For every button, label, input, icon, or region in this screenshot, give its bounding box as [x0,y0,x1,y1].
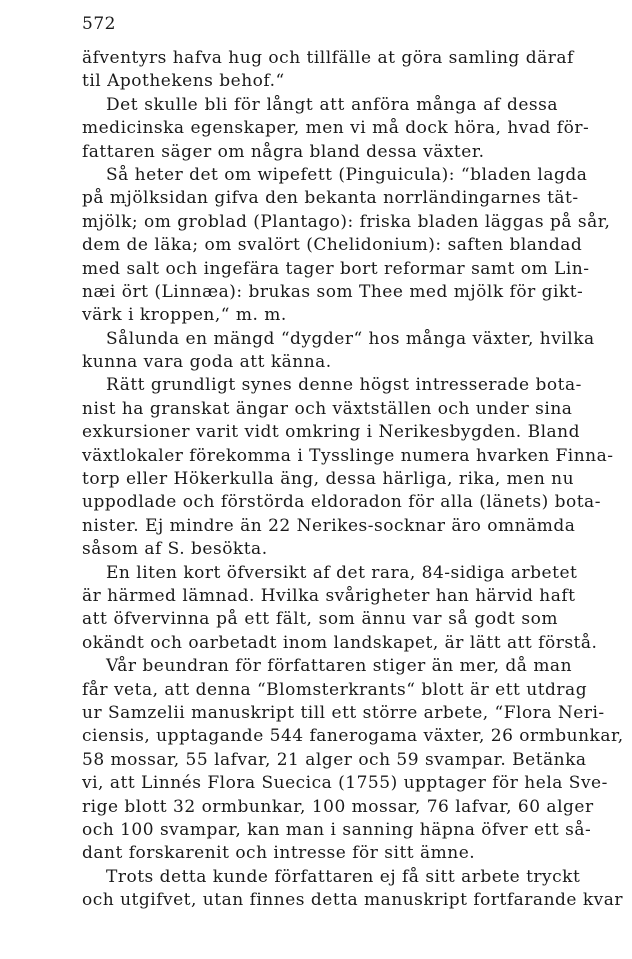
text-line: mjölk; om groblad (Plantago): friska bladen läggas på sår, [82,211,611,232]
text-line: dant forskarenit och intresse för sitt ämne. [82,843,476,864]
text-line: äfventyrs hafva hug och tillfälle at göra samling däraf [82,48,574,68]
text-line: okändt och oarbetadt inom landskapet, är lätt att förstå. [82,632,598,653]
text-line: En liten kort öfversikt af det rara, 84-sidiga arbetet [106,562,578,583]
text-line: Det skulle bli för långt att anföra många af dessa [106,94,558,115]
text-line: til Apothekens behof.“ [82,71,285,92]
text-line: rige blott 32 ormbunkar, 100 mossar, 76 lafvar, 60 alger [82,796,594,817]
text-line: Rätt grundligt synes denne högst intresserade bota- [106,375,582,396]
text-line: ciensis, upptagande 544 fanerogama växter, 26 ormbunkar, [82,726,624,747]
text-line: nister. Ej mindre än 22 Nerikes-socknar äro omnämda [82,515,576,536]
text-line: såsom af S. besökta. [82,539,268,560]
text-line: och 100 svampar, kan man i sanning häpna öfver ett så- [82,819,592,840]
text-line: växtlokaler förekomma i Tysslinge numera hvarken Finna- [82,445,614,466]
text-line: ur Samzelii manuskript till ett större arbete, “Flora Neri- [82,702,605,723]
text-line: fattaren säger om några bland dessa växter. [82,141,485,162]
text-line: exkursioner varit vidt omkring i Nerikesbygden. Bland [82,422,581,443]
text-line: medicinska egenskaper, men vi må dock höra, hvad för- [82,118,590,139]
text-line: är härmed lämnad. Hvilka svårigheter han härvid haft [82,585,576,606]
text-line: 58 mossar, 55 lafvar, 21 alger och 59 svampar. Betänka [82,749,587,770]
text-line: Vår beundran för författaren stiger än mer, då man [106,656,573,677]
text-line: får veta, att denna “Blomsterkrants“ blott är ett utdrag [82,679,588,700]
text-line: värk i kroppen,“ m. m. [82,305,287,326]
text-line: och utgifvet, utan finnes detta manuskript fortfarande kvar [82,890,624,911]
text-line: att öfvervinna på ett fält, som ännu var så godt som [82,609,558,630]
text-line: Så heter det om wipefett (Pinguicula): “bladen lagda [106,164,588,185]
text-line: næi ört (Linnæa): brukas som Thee med mjölk för gikt- [82,281,584,302]
text-line: kunna vara goda att känna. [82,352,332,373]
text-line: med salt och ingefära tager bort reformar samt om Lin- [82,258,590,279]
text-line: uppodlade och förstörda eldoradon för alla (länets) bota- [82,492,601,513]
text-line: vi, att Linnés Flora Suecica (1755) upptager för hela Sve- [82,773,608,794]
text-line: Trots detta kunde författaren ej få sitt arbete tryckt [106,866,581,887]
text-line: torp eller Hökerkulla äng, dessa härliga, rika, men nu [82,469,575,490]
text-line: nist ha granskat ängar och växtställen och under sina [82,398,573,419]
text-line: Sålunda en mängd “dygder“ hos många växter, hvilka [106,328,595,349]
text-body [82,47,624,912]
text-line: på mjölksidan gifva den bekanta norrländingarnes tät- [82,188,579,209]
text-line: dem de läka; om svalört (Chelidonium): saften blandad [82,235,583,256]
page-number: 572 [82,14,116,34]
